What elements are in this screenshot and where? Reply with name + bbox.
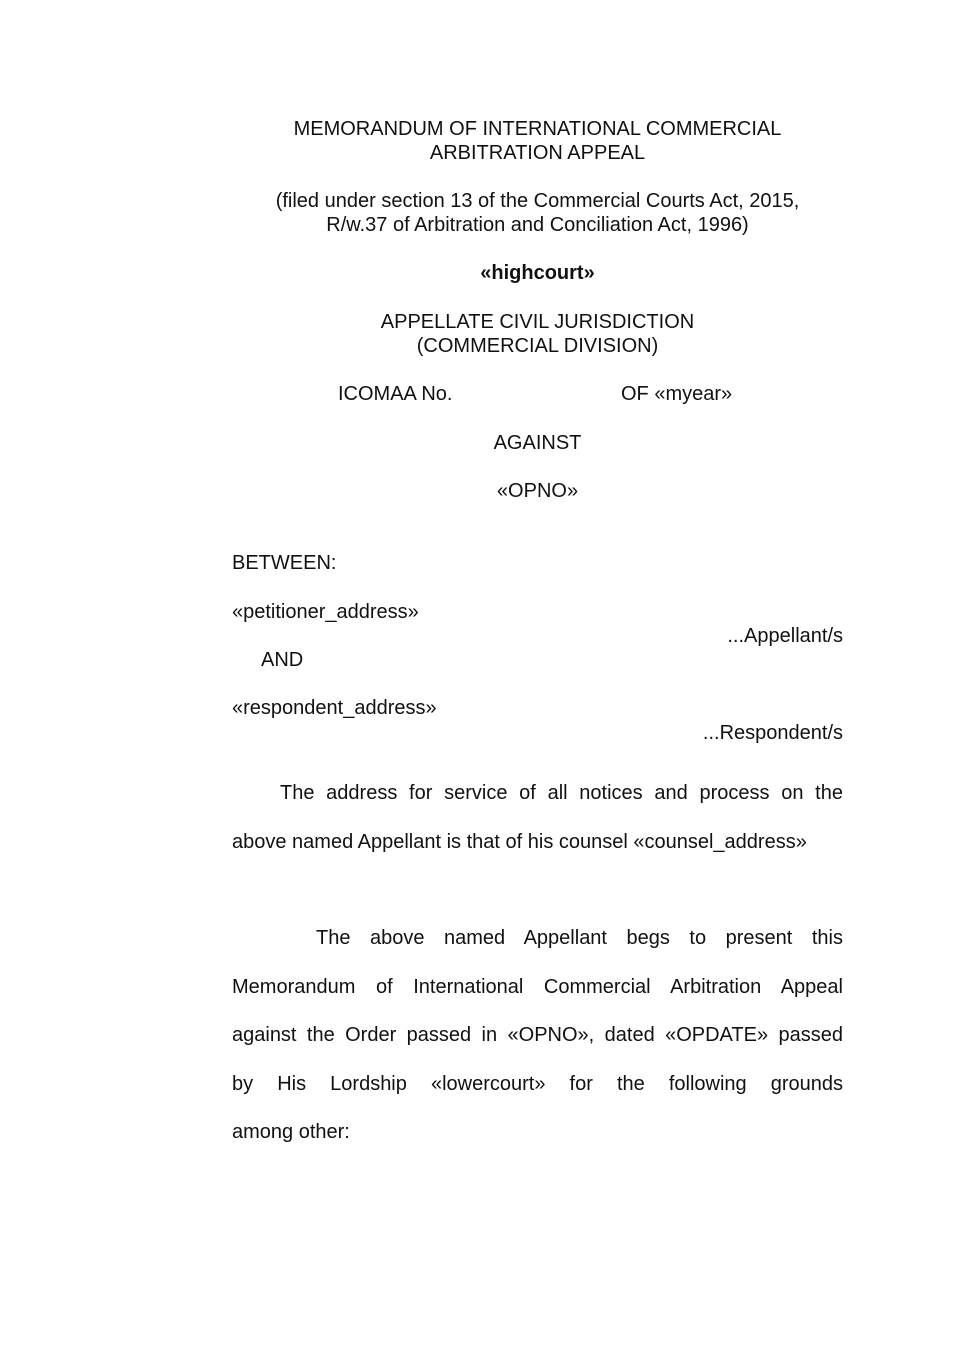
court-name: «highcourt» [480,262,595,284]
filed-under-note [232,189,843,237]
service-line-1: The address for service of all notices and process on the [280,782,843,804]
filed-line-2: R/w.37 of Arbitration and Conciliation Act, 1996) [326,214,749,236]
respondent-role: ...Respondent/s [702,722,843,744]
filed-line-1: (filed under section 13 of the Commercial Courts Act, 2015, [275,190,800,212]
jurisdiction-line-1: APPELLATE CIVIL JURISDICTION [380,311,695,333]
respondent-address: «respondent_address» [232,697,437,719]
appeal-line-1: The above named Appellant begs to present this [316,927,843,949]
document-page [232,0,843,1357]
appeal-paragraph [232,914,843,1157]
appeal-line-4: by His Lordship «lowercourt» for the following grounds [232,1072,843,1095]
and-label: AND [261,649,304,671]
title-line-1: MEMORANDUM OF INTERNATIONAL COMMERCIAL [293,118,782,140]
service-address-paragraph [232,769,843,866]
case-year: OF «myear» [621,383,733,405]
appeal-line-3: against the Order passed in «OPNO», dated «OPDATE» passed [232,1024,843,1046]
appellant-role: ...Appellant/s [727,625,843,647]
appeal-line-2: Memorandum of International Commercial Arbitration Appeal [232,975,843,998]
appeal-line-5: among other: [232,1121,350,1143]
jurisdiction-line-2: (COMMERCIAL DIVISION) [416,335,659,357]
jurisdiction [232,310,843,358]
petitioner-address: «petitioner_address» [232,601,419,623]
title-line-2: ARBITRATION APPEAL [429,142,646,164]
op-number: «OPNO» [496,480,579,502]
document-title [232,117,843,165]
between-label: BETWEEN: [232,552,337,574]
case-number-label: ICOMAA No. [338,383,453,405]
service-line-2: above named Appellant is that of his counsel «counsel_address» [232,830,807,853]
against-label: AGAINST [493,432,582,454]
